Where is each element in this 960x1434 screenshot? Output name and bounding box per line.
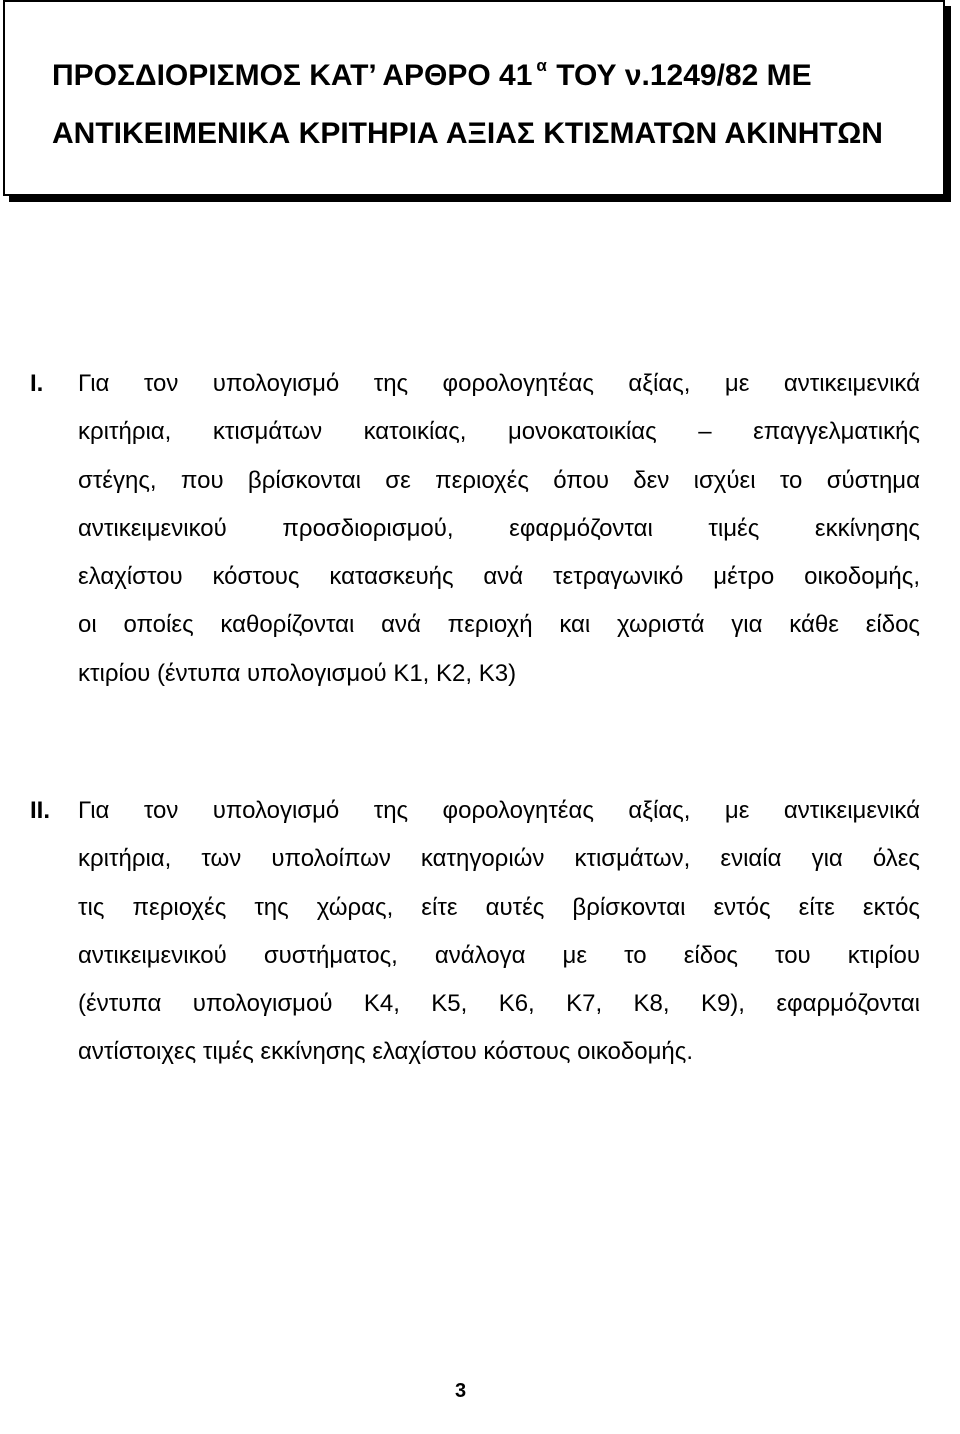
- title-text-part-2: ΤΟΥ ν.1249/82 ΜΕ: [556, 59, 812, 92]
- section-2: [30, 787, 920, 1077]
- section-2-line: τις περιοχές της χώρας, είτε αυτές βρίσκονται εντός είτε εκτός: [78, 893, 920, 921]
- section-2-line: (έντυπα υπολογισμού Κ4, Κ5, Κ6, Κ7, Κ8, Κ9), εφαρμόζονται: [78, 990, 920, 1018]
- title-text-part-1: ΠΡΟΣΔΙΟΡΙΣΜΟΣ ΚΑΤ’ ΑΡΘΡΟ 41: [52, 59, 533, 92]
- page-number: 3: [455, 1380, 467, 1402]
- section-2-line: αντικειμενικού συστήματος, ανάλογα με το είδος του κτιρίου: [78, 941, 920, 969]
- section-1-numeral: Ι.: [30, 370, 44, 397]
- section-1-line: στέγης, που βρίσκονται σε περιοχές όπου δεν ισχύει το σύστημα: [78, 466, 920, 494]
- title-line-2: ΑΝΤΙΚΕΙΜΕΝΙΚΑ ΚΡΙΤΗΡΙΑ ΑΞΙΑΣ ΚΤΙΣΜΑΤΩΝ ΑΚΙΝΗΤΩΝ: [52, 117, 883, 150]
- section-2-line: Για τον υπολογισμό της φορολογητέας αξίας, με αντικειμενικά: [78, 797, 920, 824]
- section-1-line: κτιρίου (έντυπα υπολογισμού Κ1, Κ2, Κ3): [78, 659, 517, 687]
- section-1: [30, 360, 920, 698]
- section-1-line: αντικειμενικού προσδιορισμού, εφαρμόζονται τιμές εκκίνησης: [78, 514, 920, 542]
- title-line-1: [52, 58, 812, 98]
- section-1-line: Για τον υπολογισμό της φορολογητέας αξίας, με αντικειμενικά: [78, 370, 920, 397]
- section-1-line: ελαχίστου κόστους κατασκευής ανά τετραγωνικό μέτρο οικοδομής,: [78, 563, 920, 591]
- section-2-numeral: ΙΙ.: [30, 797, 51, 824]
- title-box: [3, 0, 945, 196]
- section-1-line: οι οποίες καθορίζονται ανά περιοχή και χωριστά για κάθε είδος: [78, 611, 920, 639]
- title-superscript: α: [536, 56, 547, 75]
- section-2-line: αντίστοιχες τιμές εκκίνησης ελαχίστου κόστους οικοδομής.: [78, 1038, 693, 1066]
- section-1-line: κριτήρια, κτισμάτων κατοικίας, μονοκατοικίας – επαγγελματικής: [78, 418, 920, 446]
- section-2-line: κριτήρια, των υπολοίπων κατηγοριών κτισμάτων, ενιαία για όλες: [78, 845, 920, 873]
